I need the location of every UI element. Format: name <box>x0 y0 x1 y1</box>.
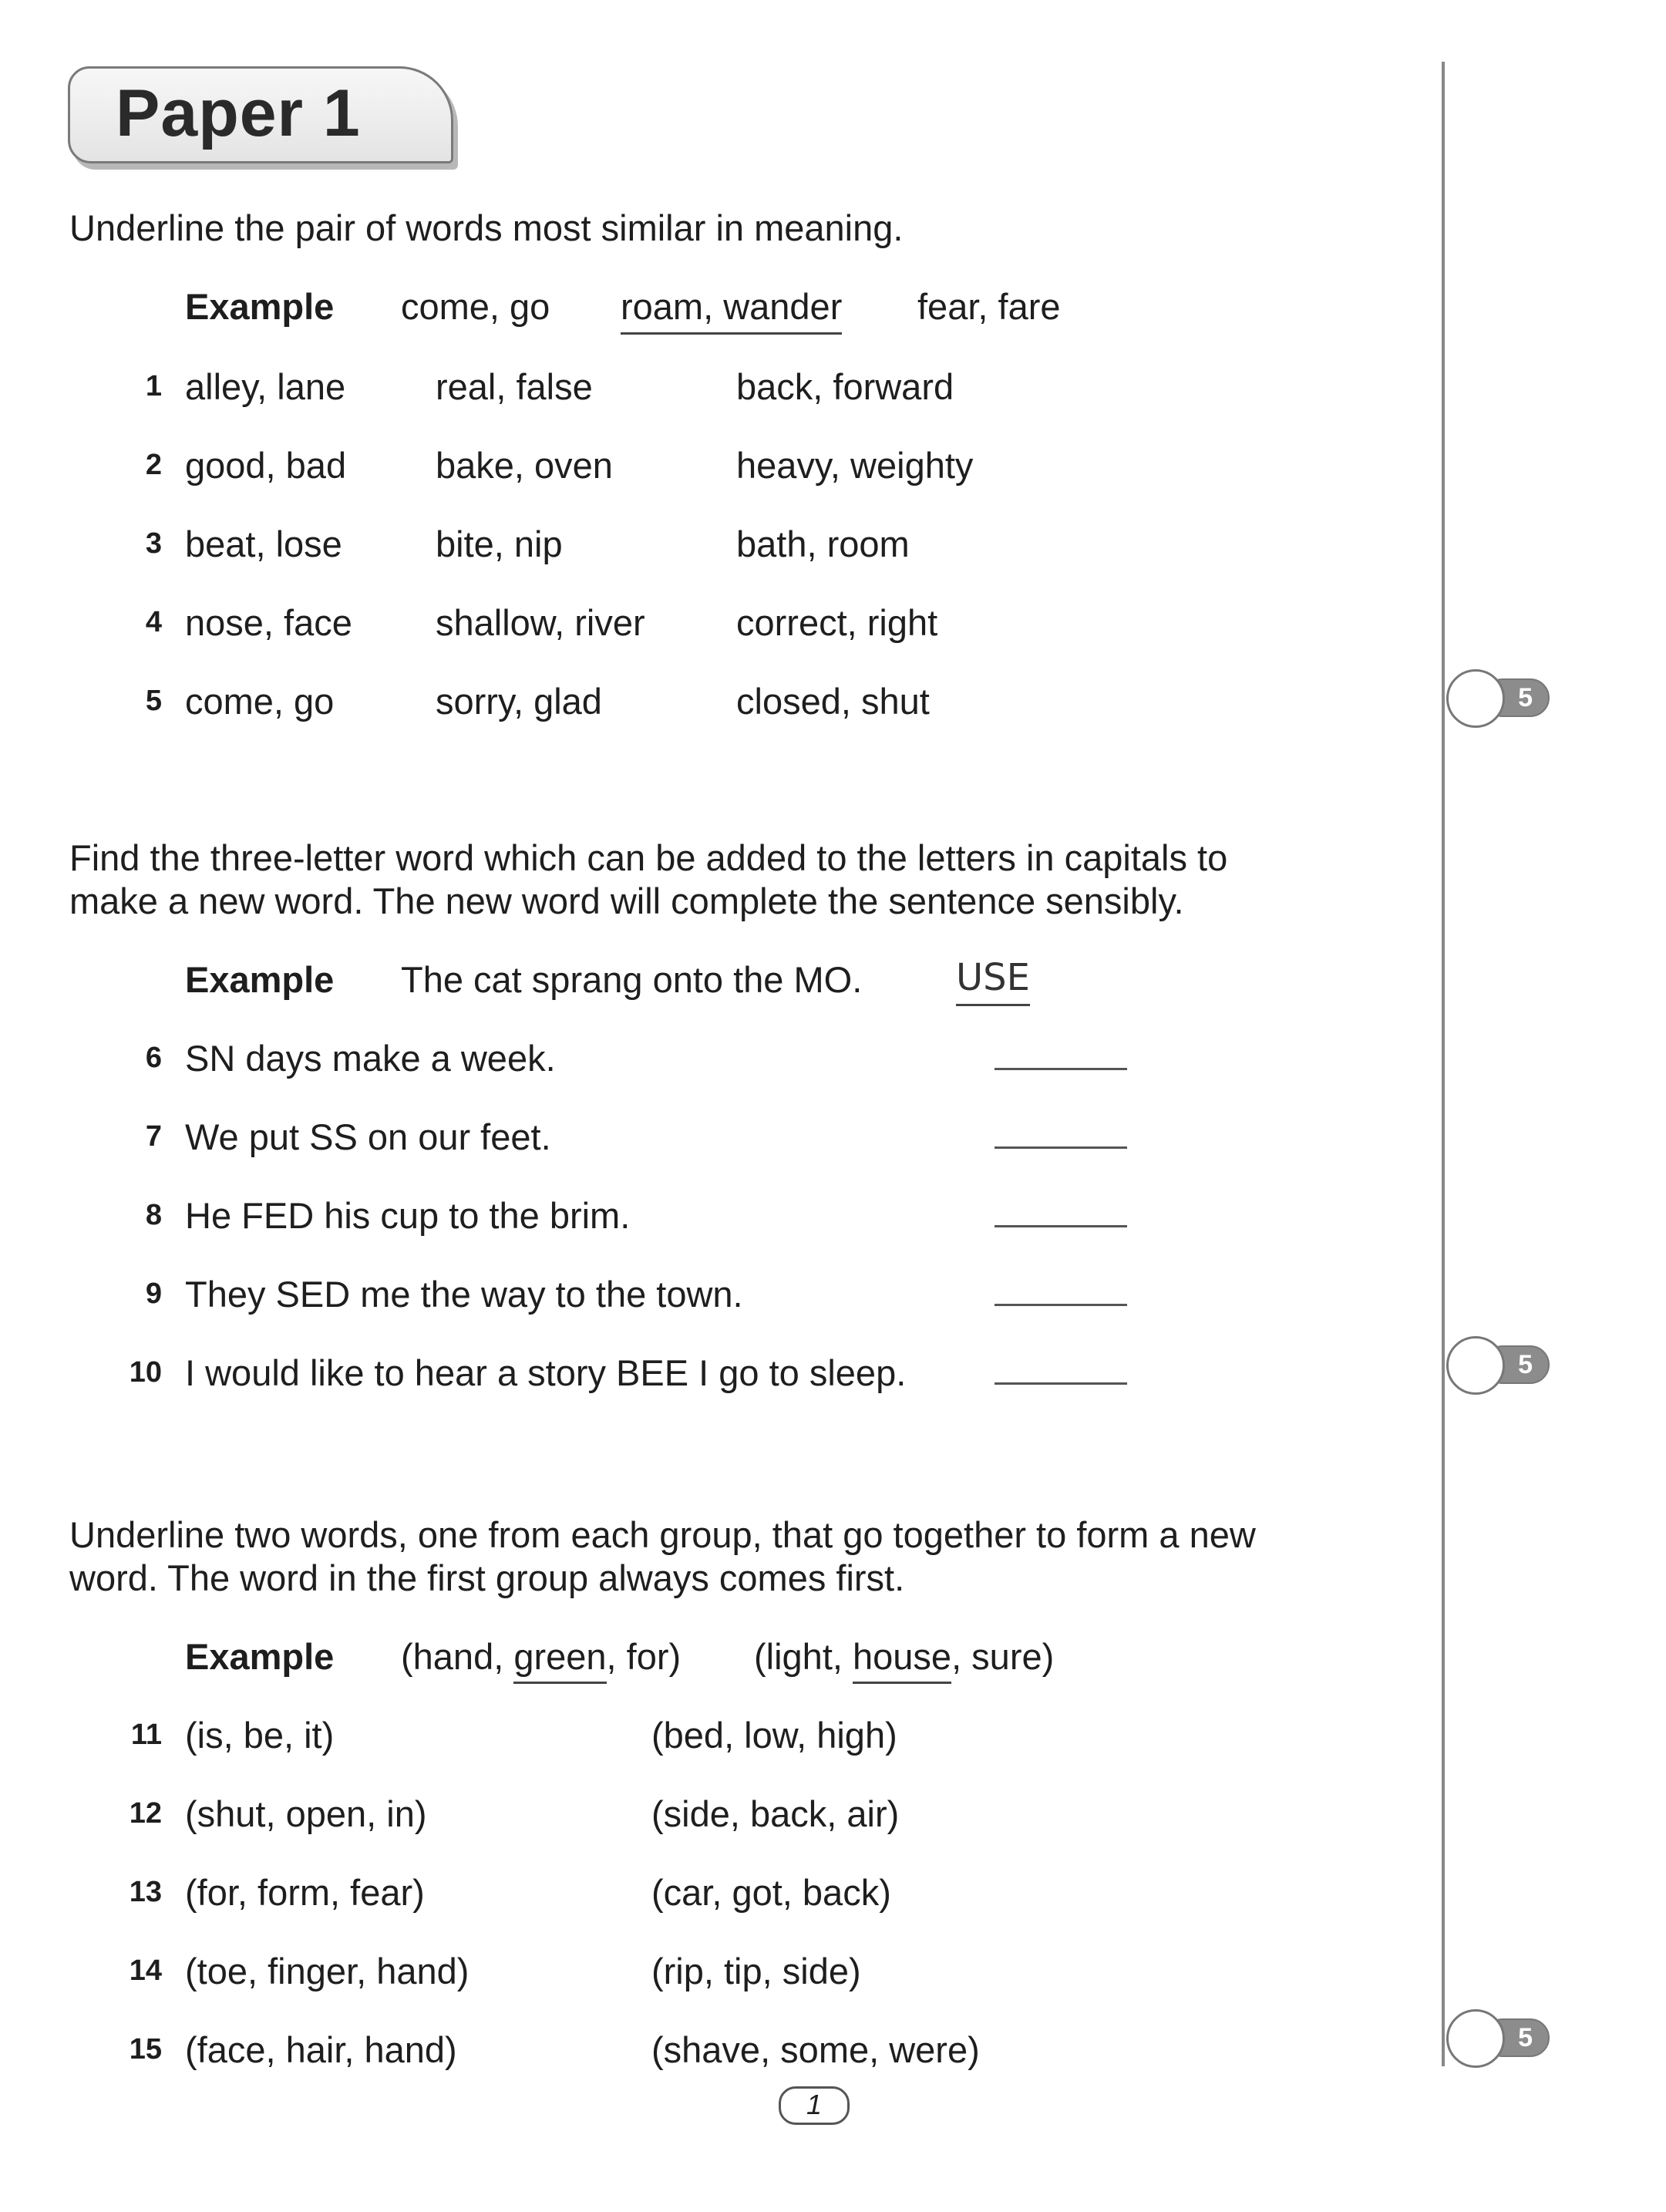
question-number: 5 <box>145 685 162 717</box>
section2-instruction: Find the three-letter word which can be added to the letters in capitals to <box>69 837 1228 878</box>
word-pair-option[interactable]: come, go <box>185 681 335 722</box>
question-number: 10 <box>129 1356 162 1389</box>
section2-example-answer: USE <box>956 956 1030 1006</box>
question-number: 9 <box>145 1278 162 1310</box>
section2-example-sentence: The cat sprang onto the MO. <box>401 959 863 1000</box>
example-text: (light, <box>754 1636 853 1677</box>
score-circle[interactable] <box>1446 669 1505 728</box>
question-number: 12 <box>129 1797 162 1830</box>
word-group-2[interactable]: (shave, some, were) <box>651 2029 980 2070</box>
question-number: 15 <box>129 2033 162 2066</box>
word-pair-option[interactable]: beat, lose <box>185 524 342 564</box>
score-box[interactable] <box>1446 1336 1550 1393</box>
answer-blank[interactable] <box>995 1146 1127 1149</box>
section1-example-option: fear, fare <box>917 286 1061 327</box>
example-text: , for) <box>606 1636 682 1677</box>
word-pair-option[interactable]: closed, shut <box>736 681 930 722</box>
word-group-1[interactable]: (toe, finger, hand) <box>185 1951 470 1991</box>
question-sentence: They SED me the way to the town. <box>185 1274 743 1315</box>
score-box[interactable] <box>1446 669 1550 726</box>
score-total: 5 <box>1483 678 1550 717</box>
example-text: , sure) <box>951 1636 1055 1677</box>
word-pair-option[interactable]: bath, room <box>736 524 910 564</box>
section1-example-label: Example <box>185 286 335 327</box>
word-pair-option[interactable]: correct, right <box>736 602 938 643</box>
score-box[interactable] <box>1446 2009 1550 2066</box>
question-number: 13 <box>129 1876 162 1908</box>
example-text: (hand, <box>401 1636 514 1677</box>
section3-instruction: Underline two words, one from each group, that go together to form a new <box>69 1514 1256 1555</box>
word-group-1[interactable]: (is, be, it) <box>185 1715 335 1756</box>
section3-example-group2 <box>754 1635 1054 1678</box>
question-sentence: SN days make a week. <box>185 1038 556 1079</box>
page-title: Paper 1 <box>116 76 361 150</box>
section3-example-group1 <box>401 1635 681 1678</box>
word-group-1[interactable]: (shut, open, in) <box>185 1793 427 1834</box>
section2-example-label: Example <box>185 959 335 1000</box>
word-group-2[interactable]: (car, got, back) <box>651 1872 891 1913</box>
word-pair-option[interactable]: back, forward <box>736 366 954 407</box>
section1-instruction: Underline the pair of words most similar in meaning. <box>69 207 904 248</box>
word-pair-option[interactable]: alley, lane <box>185 366 346 407</box>
word-group-2[interactable]: (side, back, air) <box>651 1793 900 1834</box>
score-circle[interactable] <box>1446 2009 1505 2068</box>
word-pair-option[interactable]: real, false <box>436 366 593 407</box>
word-pair-option[interactable]: shallow, river <box>436 602 645 643</box>
section3-instruction: word. The word in the first group always comes first. <box>69 1557 905 1598</box>
section1-example-answer: roam, wander <box>621 285 842 335</box>
question-number: 1 <box>145 370 162 402</box>
word-pair-option[interactable]: good, bad <box>185 445 347 486</box>
word-group-2[interactable]: (bed, low, high) <box>651 1715 897 1756</box>
question-number: 8 <box>145 1199 162 1231</box>
page-number: 1 <box>779 2086 850 2125</box>
margin-line <box>1442 62 1445 2066</box>
question-sentence: We put SS on our feet. <box>185 1116 551 1157</box>
question-number: 7 <box>145 1120 162 1153</box>
score-circle[interactable] <box>1446 1336 1505 1395</box>
section3-example-label: Example <box>185 1636 335 1677</box>
answer-blank[interactable] <box>995 1304 1127 1306</box>
question-number: 2 <box>145 449 162 481</box>
question-number: 11 <box>130 1719 162 1751</box>
answer-blank[interactable] <box>995 1382 1127 1385</box>
answer-blank[interactable] <box>995 1225 1127 1227</box>
question-number: 3 <box>145 527 162 560</box>
word-group-2[interactable]: (rip, tip, side) <box>651 1951 861 1991</box>
answer-blank[interactable] <box>995 1068 1127 1070</box>
question-number: 6 <box>145 1042 162 1074</box>
word-pair-option[interactable]: sorry, glad <box>436 681 602 722</box>
question-number: 4 <box>145 606 162 638</box>
question-sentence: He FED his cup to the brim. <box>185 1195 631 1236</box>
word-pair-option[interactable]: bite, nip <box>436 524 563 564</box>
question-sentence: I would like to hear a story BEE I go to sleep. <box>185 1352 907 1393</box>
word-pair-option[interactable]: bake, oven <box>436 445 613 486</box>
score-total: 5 <box>1483 2018 1550 2057</box>
question-number: 14 <box>129 1954 162 1987</box>
word-group-1[interactable]: (for, form, fear) <box>185 1872 425 1913</box>
word-pair-option[interactable]: nose, face <box>185 602 352 643</box>
section2-instruction: make a new word. The new word will complete the sentence sensibly. <box>69 880 1184 921</box>
example-underlined-word: green <box>513 1636 606 1684</box>
word-pair-option[interactable]: heavy, weighty <box>736 445 974 486</box>
section1-example-option: come, go <box>401 286 550 327</box>
example-underlined-word: house <box>853 1636 951 1684</box>
word-group-1[interactable]: (face, hair, hand) <box>185 2029 457 2070</box>
score-total: 5 <box>1483 1345 1550 1384</box>
